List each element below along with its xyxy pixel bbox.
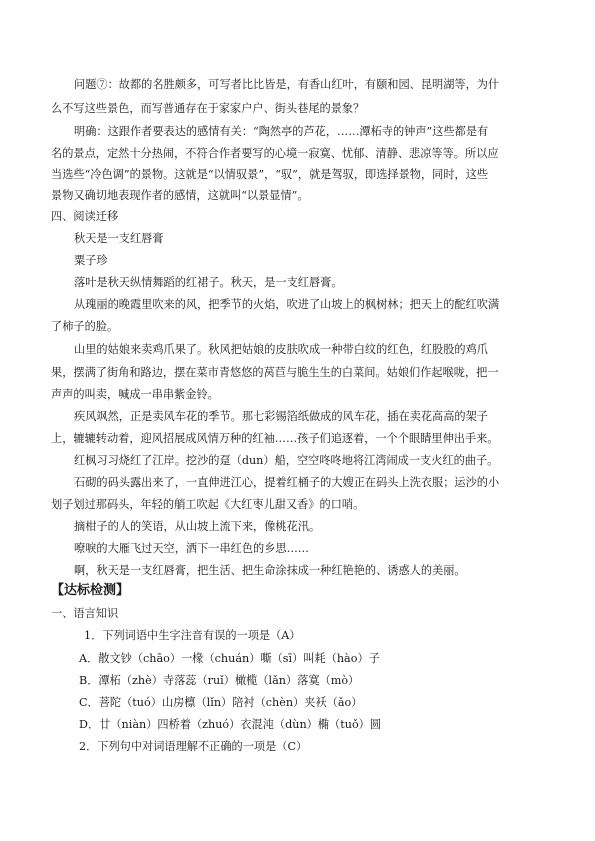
paragraph-line: 啊，秋天是一支红唇膏，把生活、把生命涂抹成一种红艳艳的、诱惑人的美丽。 [74,564,466,577]
paragraph-line: 果，摆满了街角和路边，摆在菜市青悠悠的莴苣与脆生生的白菜间。姑娘们作起喉咙，把一 [51,366,499,379]
answer-option: C．菩陀（tuó）山房檩（lǐn）陪衬（chèn）夹袄（ǎo） [79,696,363,709]
paragraph-line: 景物又确切地表现作者的感情，这就叫“以景显情”。 [51,189,309,202]
paragraph-line: 么不写这些景色，而写普通存在于家家户户、街头巷尾的景象？ [51,102,365,115]
question-line: 1．下列词语中生字注音有误的一项是（A） [84,629,301,642]
paragraph-line: 了柿子的脸。 [51,320,119,333]
paragraph-line: 当选些“冷色调”的景物。这就是“以情驭景”，“驭”，就是驾驭，即选择景物，同时，这些 [51,168,489,181]
paragraph-line: 划子划过那码头，年轻的艄工吹起《大红枣儿甜又香》的口哨。 [51,498,365,511]
answer-option: D．廿（niàn）四桥着（zhuó）衣混沌（dùn）椭（tuǒ）圆 [79,718,382,731]
section-heading: 一、语言知识 [51,607,119,620]
paragraph-line: 疾风飒然，正是卖风车花的季节。那七彩锡箔纸做成的风车花，插在卖花高高的架子 [74,410,488,423]
paragraph-line: 落叶是秋天纵情舞蹈的红裙子。秋天，是一支红唇膏。 [74,276,343,289]
paragraph-line: 名的景点，定然十分热闹，不符合作者要写的心境一寂寞、忧郁、清静、悲凉等等。所以应 [51,147,499,160]
paragraph-line: 从瑰丽的晚霞里吹来的风，把季节的火焰，吹进了山坡上的枫树林；把天上的酡红吹满 [74,298,500,311]
question-line: 2．下列句中对词语理解不正确的一项是（C） [79,740,308,753]
poem-author: 粟子珍 [74,254,108,267]
section-heading: 【达标检测】 [51,583,130,598]
paragraph-line: 声声的叫卖，喊成一串串紫金铃。 [51,388,219,401]
paragraph-line: 明确：这跟作者要表达的感情有关：“陶然亭的芦花，……潭柘寺的钟声”这些都是有 [74,125,489,138]
paragraph-line: 上，辘辘转动着，迎风招展成风情万种的红袖……孩子们追逐着，一个个眼睛里伸出手来。 [51,432,499,445]
paragraph-line: 红枫习习烧红了江岸。挖沙的趸（dun）船，空空咚咚地将江湾闹成一支火红的曲子。 [74,454,499,467]
paragraph-line: 石砌的码头露出来了，一直伸进江心，提着红桶子的大嫂正在码头上洗衣服；运沙的小 [74,476,500,489]
answer-option: A．散文钞（chāo）一椽（chuán）嘶（sī）叫耗（hào）子 [79,652,380,665]
paragraph-line: 摘柑子的人的笑语，从山坡上流下来，像桃花汛。 [74,520,321,533]
paragraph-line: 山里的姑娘来卖鸡爪果了。秋风把姑娘的皮肤吹成一种带白纹的红色，红股股的鸡爪 [74,343,488,356]
paragraph-line: 问题⑦：故都的名胜颇多，可写者比比皆是，有香山红叶，有颐和园、昆明湖等，为什 [74,78,500,91]
poem-title: 秋天是一支红唇膏 [74,232,164,245]
section-heading: 四、阅读迁移 [51,210,119,223]
paragraph-line: 嘹唳的大雁飞过天空，洒下一串红色的乡思…… [74,542,309,555]
answer-option: B．潭柘（zhè）寺落蕊（ruǐ）橄榄（lǎn）落寞（mò） [79,674,360,687]
